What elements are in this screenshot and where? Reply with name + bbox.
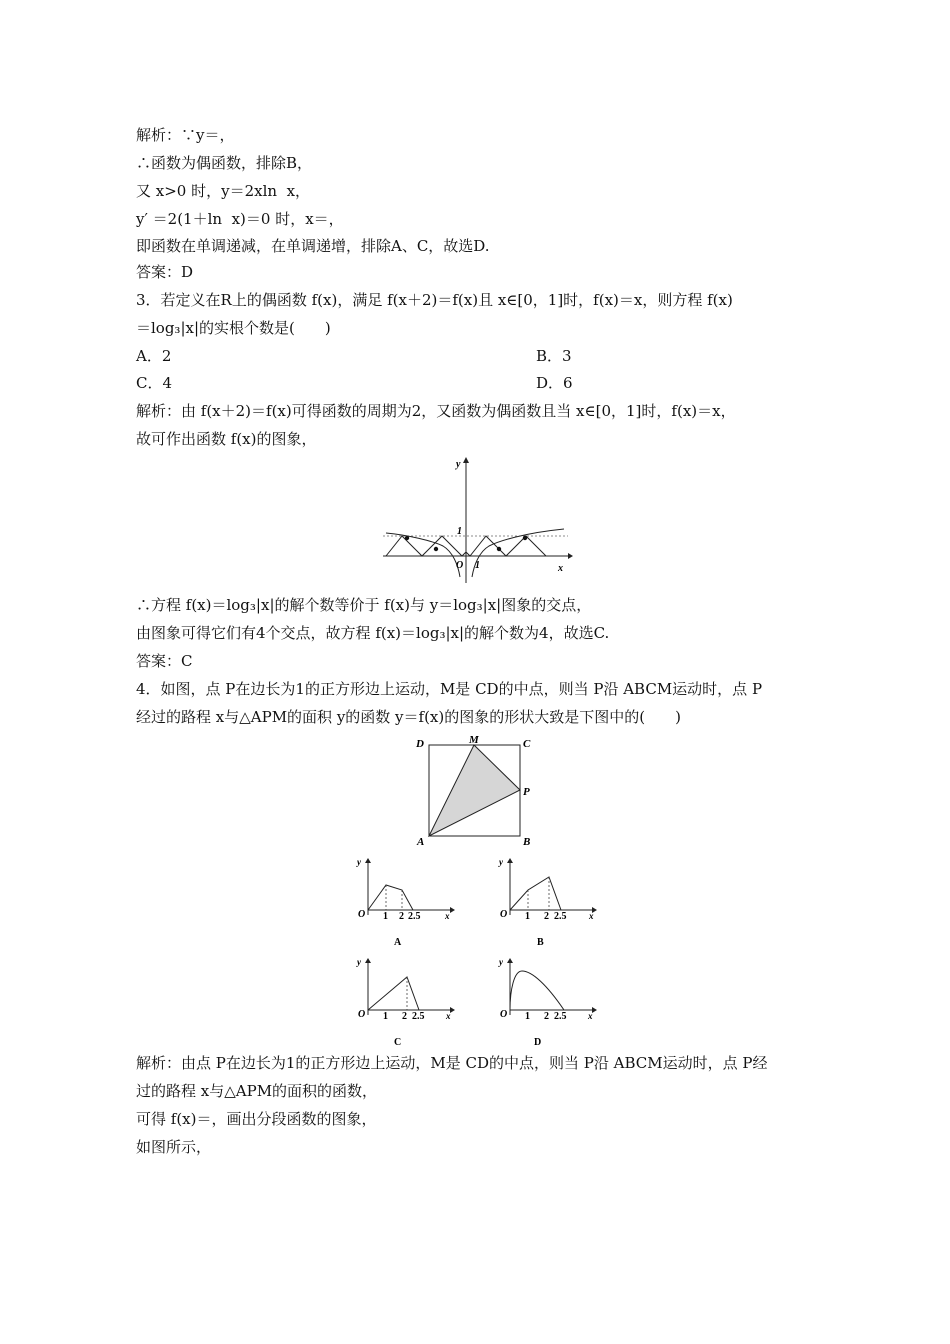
option-graph-d bbox=[492, 955, 602, 1050]
graph-a-tick-1: 1 bbox=[383, 911, 388, 922]
analysis-4-line-4: 如图所示， bbox=[136, 1138, 212, 1156]
graph-a-tick-25: 2.5 bbox=[408, 911, 421, 922]
option-graph-b bbox=[492, 855, 602, 950]
analysis-3-line-1: 解析：由 f(x＋2)＝f(x)可得函数的周期为2，又函数为偶函数且当 x∈[0，1]时，f(x)＝x， bbox=[136, 402, 736, 420]
graph-c-caption: C bbox=[394, 1037, 402, 1048]
analysis-line-1: 解析：∵y＝， bbox=[136, 126, 235, 144]
graph-b-y-label: y bbox=[499, 857, 503, 867]
analysis-3-line-3: ∴方程 f(x)＝log₃|x|的解个数等价于 f(x)与 y＝log₃|x|图象的交点， bbox=[136, 596, 592, 614]
question-3-line-1: 3．若定义在R上的偶函数 f(x)，满足 f(x＋2)＝f(x)且 x∈[0，1]时，f(x)＝x，则方程 f(x) bbox=[136, 291, 733, 309]
graph-c-x-label: x bbox=[446, 1011, 451, 1021]
vertex-p: P bbox=[523, 786, 530, 798]
graph-d-origin: O bbox=[500, 1009, 508, 1020]
graph-d-tick-1: 1 bbox=[525, 1011, 530, 1022]
fig1-origin-label: O bbox=[456, 560, 464, 571]
fig1-x-tick-1: 1 bbox=[475, 560, 480, 571]
graph-c-origin: O bbox=[358, 1009, 366, 1020]
graph-b-tick-1: 1 bbox=[525, 911, 530, 922]
analysis-line-2: ∴函数为偶函数，排除B， bbox=[136, 154, 313, 172]
option-graph-a bbox=[350, 855, 460, 950]
fig1-y-label: y bbox=[456, 459, 461, 470]
analysis-line-5: 即函数在单调递减，在单调递增，排除A、C，故选D. bbox=[136, 237, 490, 255]
graph-d-x-label: x bbox=[588, 1011, 593, 1021]
vertex-m: M bbox=[469, 734, 479, 746]
graph-b-x-label: x bbox=[589, 911, 594, 921]
graph-d-caption: D bbox=[534, 1037, 542, 1048]
graph-c-tick-25: 2.5 bbox=[412, 1011, 425, 1022]
analysis-line-3: 又 x>0 时，y＝2xln x， bbox=[136, 182, 311, 200]
periodic-function-figure bbox=[378, 455, 573, 585]
answer-3-line: 答案：C bbox=[136, 652, 193, 670]
fig1-y-tick-1: 1 bbox=[457, 526, 462, 537]
graph-d-tick-2: 2 bbox=[544, 1011, 549, 1022]
option-c: C．4 bbox=[136, 374, 173, 392]
analysis-3-line-2: 故可作出函数 f(x)的图象， bbox=[136, 430, 317, 448]
option-a: A．2 bbox=[136, 347, 172, 365]
graph-b-origin: O bbox=[500, 909, 508, 920]
graph-a-origin: O bbox=[358, 909, 366, 920]
square-figure bbox=[410, 733, 545, 848]
graph-d-y-label: y bbox=[499, 957, 503, 967]
graph-b-caption: B bbox=[537, 937, 544, 948]
question-3-line-2: ＝log₃|x|的实根个数是( ) bbox=[136, 319, 331, 337]
analysis-3-line-4: 由图象可得它们有4个交点，故方程 f(x)＝log₃|x|的解个数为4，故选C. bbox=[136, 624, 610, 642]
option-b: B．3 bbox=[536, 347, 572, 365]
graph-c-tick-2: 2 bbox=[402, 1011, 407, 1022]
question-4-line-2: 经过的路程 x与△APM的面积 y的函数 y＝f(x)的图象的形状大致是下图中的( ) bbox=[136, 708, 681, 726]
graph-a-x-label: x bbox=[445, 911, 450, 921]
analysis-4-line-3: 可得 f(x)＝，画出分段函数的图象， bbox=[136, 1110, 377, 1128]
option-graph-c bbox=[350, 955, 460, 1050]
graph-c-tick-1: 1 bbox=[383, 1011, 388, 1022]
graph-b-tick-2: 2 bbox=[544, 911, 549, 922]
analysis-line-4: y′ ＝2(1＋ln x)＝0 时，x＝， bbox=[136, 210, 344, 228]
graph-b-tick-25: 2.5 bbox=[554, 911, 567, 922]
graph-c-y-label: y bbox=[357, 957, 361, 967]
vertex-d: D bbox=[416, 738, 424, 750]
option-d: D．6 bbox=[536, 374, 573, 392]
fig1-x-label: x bbox=[558, 563, 563, 574]
answer-line: 答案：D bbox=[136, 263, 194, 281]
vertex-c: C bbox=[523, 738, 531, 750]
graph-a-caption: A bbox=[394, 937, 402, 948]
analysis-4-line-1: 解析：由点 P在边长为1的正方形边上运动，M是 CD的中点，则当 P沿 ABCM运动时，点 P经 bbox=[136, 1054, 768, 1072]
graph-d-tick-25: 2.5 bbox=[554, 1011, 567, 1022]
graph-a-y-label: y bbox=[357, 857, 361, 867]
vertex-a: A bbox=[417, 836, 425, 848]
graph-a-tick-2: 2 bbox=[399, 911, 404, 922]
analysis-4-line-2: 过的路程 x与△APM的面积的函数， bbox=[136, 1082, 378, 1100]
vertex-b: B bbox=[523, 836, 531, 848]
question-4-line-1: 4．如图，点 P在边长为1的正方形边上运动，M是 CD的中点，则当 P沿 ABCM运动时，点 P bbox=[136, 680, 763, 698]
